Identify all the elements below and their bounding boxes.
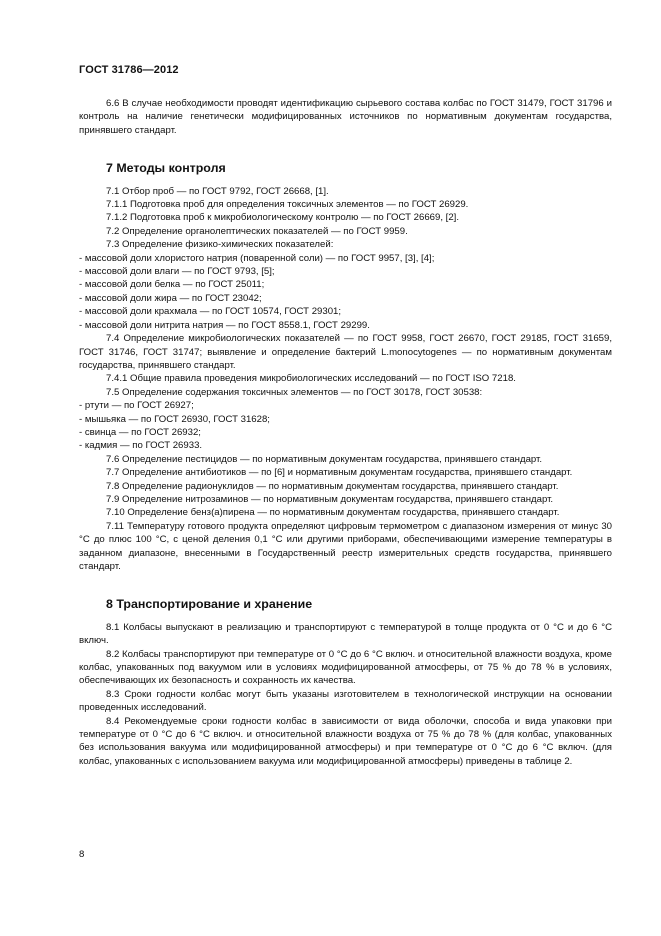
document-header: ГОСТ 31786—2012 [79, 64, 179, 76]
list-item: - массовой доли крахмала — по ГОСТ 10574, ГОСТ 29301; [79, 306, 342, 318]
paragraph-7-5: 7.5 Определение содержания токсичных элементов — по ГОСТ 30178, ГОСТ 30538: [106, 386, 483, 398]
paragraph-7-1-1: 7.1.1 Подготовка проб для определения токсичных элементов — по ГОСТ 26929. [106, 199, 469, 211]
list-item: - массовой доли влаги — по ГОСТ 9793, [5]; [79, 266, 275, 278]
list-item: - кадмия — по ГОСТ 26933. [79, 440, 203, 452]
paragraph-7-2: 7.2 Определение органолептических показателей — по ГОСТ 9959. [106, 225, 408, 237]
paragraph-7-10: 7.10 Определение бенз(а)пирена — по нормативным документам государства, принявшего стандарт. [106, 507, 560, 519]
page-number: 8 [79, 849, 85, 860]
paragraph-7-7: 7.7 Определение антибиотиков — по [6] и нормативным документам государства, принявшего стандарт. [106, 467, 573, 479]
list-item: - массовой доли белка — по ГОСТ 25011; [79, 279, 265, 291]
paragraph-8-4: 8.4 Рекомендуемые сроки годности колбас в зависимости от вида оболочки, способа и вида упаковки при температуре от 0 °C до 6 °C включ. и относительной влажности воздуха от 75 % до 78 % (для колбас, упакованных без использования вакуума или модифицированной атмосферы) и при температуре от 0 °C до 6 °C включ. (для колбас, упакованных с использованием вакуума или модифицированной атмосферы) приведены в таблице 2. [79, 715, 612, 767]
section-7-heading: 7 Методы контроля [106, 161, 226, 176]
list-item: - ртути — по ГОСТ 26927; [79, 400, 194, 412]
list-item: - массовой доли нитрита натрия — по ГОСТ 8558.1, ГОСТ 29299. [79, 319, 370, 331]
section-8-heading: 8 Транспортирование и хранение [106, 597, 313, 612]
list-item: - мышьяка — по ГОСТ 26930, ГОСТ 31628; [79, 413, 270, 425]
paragraph-8-1: 8.1 Колбасы выпускают в реализацию и транспортируют с температурой в толще продукта от 0 °C и до 6 °C включ. [79, 621, 612, 647]
paragraph-7-1: 7.1 Отбор проб — по ГОСТ 9792, ГОСТ 26668, [1]. [106, 185, 329, 197]
paragraph-7-9: 7.9 Определение нитрозаминов — по нормативным документам государства, принявшего стандарт. [106, 493, 554, 505]
paragraph-8-2: 8.2 Колбасы транспортируют при температуре от 0 °C до 6 °C включ. и относительной влажности воздуха, кроме колбас, упакованных под вакуумом или в условиях модифицированной атмосферы, от 75 % до 78 % в условиях, обеспечивающих их безопасность и сохранность их качества. [79, 648, 612, 687]
paragraph-7-3: 7.3 Определение физико-химических показателей: [106, 239, 334, 251]
paragraph-7-1-2: 7.1.2 Подготовка проб к микробиологическому контролю — по ГОСТ 26669, [2]. [106, 212, 459, 224]
list-item: - массовой доли жира — по ГОСТ 23042; [79, 292, 262, 304]
paragraph-7-4: 7.4 Определение микробиологических показателей — по ГОСТ 9958, ГОСТ 26670, ГОСТ 29185, ГОСТ 31659, ГОСТ 31746, ГОСТ 31747; выявление и определение бактерий L.monocytogenes — по нормативным документам государства, принявшего стандарт. [79, 333, 612, 371]
paragraph-8-3: 8.3 Сроки годности колбас могут быть указаны изготовителем в технологической инструкции на основании проведенных исследований. [79, 688, 612, 714]
paragraph-7-8: 7.8 Определение радионуклидов — по нормативным документам государства, принявшего стандарт. [106, 480, 559, 492]
paragraph-6-6: 6.6 В случае необходимости проводят идентификацию сырьевого состава колбас по ГОСТ 31479, ГОСТ 31796 и контроль на наличие генетически модифицированных источников по нормативным документам государства, принявшего стандарт. [79, 98, 612, 136]
paragraph-7-4-1: 7.4.1 Общие правила проведения микробиологических исследований — по ГОСТ ISO 7218. [106, 373, 516, 385]
list-item: - массовой доли хлористого натрия (поваренной соли) — по ГОСТ 9957, [3], [4]; [79, 252, 435, 264]
paragraph-7-6: 7.6 Определение пестицидов — по нормативным документам государства, принявшего стандарт. [106, 453, 543, 465]
paragraph-7-11: 7.11 Температуру готового продукта определяют цифровым термометром с диапазоном измерения от минус 30 °C до плюс 100 °C, с ценой деления 0,1 °C или другими приборами, обеспечивающими измерение температуры в заданном диапазоне, внесенными в Государственный реестр измерительных средств государства, принявшего стандарт. [79, 520, 612, 572]
document-body [79, 97, 612, 768]
list-item: - свинца — по ГОСТ 26932; [79, 426, 201, 438]
